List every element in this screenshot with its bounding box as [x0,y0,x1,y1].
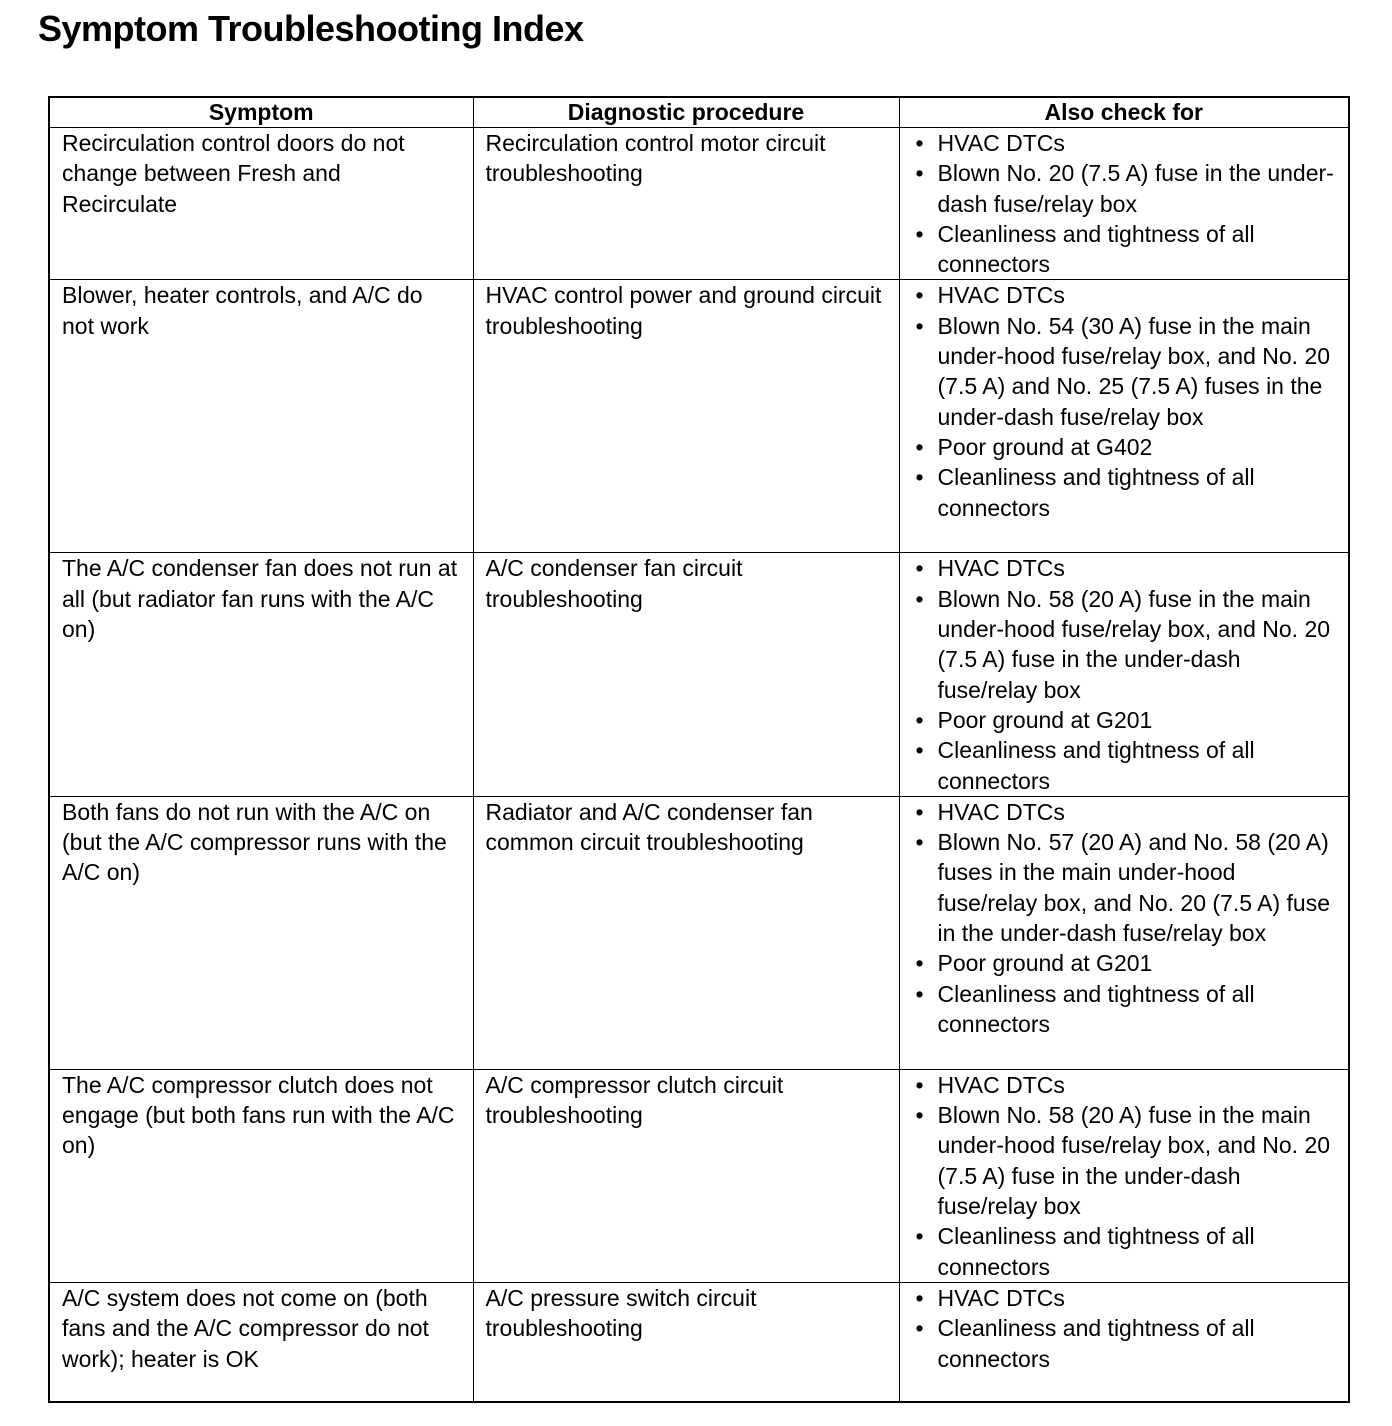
procedure-cell: Radiator and A/C condenser fan common circuit troubleshooting [473,796,899,1069]
check-item: • Poor ground at G201 [914,948,1337,978]
checks-cell [899,796,1349,1069]
check-item: • Cleanliness and tightness of all connectors [914,462,1337,523]
checks-cell [899,128,1349,280]
check-item: • Cleanliness and tightness of all connectors [914,979,1337,1040]
checks-cell [899,553,1349,796]
check-item: • HVAC DTCs [914,128,1337,158]
checks-cell [899,1069,1349,1282]
check-item: • Poor ground at G402 [914,432,1337,462]
check-item: • Blown No. 57 (20 A) and No. 58 (20 A) fuses in the main under-hood fuse/relay box, and No. 20 (7.5 A) fuse in the under-dash fuse/relay box [914,827,1337,948]
procedure-cell: Recirculation control motor circuit troubleshooting [473,128,899,280]
check-item: • HVAC DTCs [914,1283,1337,1313]
symptom-cell: Both fans do not run with the A/C on (but the A/C compressor runs with the A/C on) [49,796,473,1069]
table-row [49,796,1349,1069]
checks-cell [899,280,1349,553]
check-item: • HVAC DTCs [914,553,1337,583]
check-item: • Cleanliness and tightness of all connectors [914,1313,1337,1374]
check-item: • Cleanliness and tightness of all connectors [914,1221,1337,1282]
check-item: • Blown No. 58 (20 A) fuse in the main under-hood fuse/relay box, and No. 20 (7.5 A) fuse in the under-dash fuse/relay box [914,584,1337,705]
table-row [49,1282,1349,1402]
check-item: • HVAC DTCs [914,280,1337,310]
check-item: • Cleanliness and tightness of all connectors [914,219,1337,280]
symptom-cell: The A/C compressor clutch does not engage (but both fans run with the A/C on) [49,1069,473,1282]
table-row [49,1069,1349,1282]
symptom-cell: Recirculation control doors do not change between Fresh and Recirculate [49,128,473,280]
check-item: • Blown No. 20 (7.5 A) fuse in the under-dash fuse/relay box [914,158,1337,219]
table-row [49,128,1349,280]
table-row [49,280,1349,553]
symptom-cell: The A/C condenser fan does not run at all (but radiator fan runs with the A/C on) [49,553,473,796]
check-item: • Blown No. 54 (30 A) fuse in the main under-hood fuse/relay box, and No. 20 (7.5 A) and No. 25 (7.5 A) fuses in the under-dash fuse/relay box [914,311,1337,432]
check-item: • HVAC DTCs [914,1070,1337,1100]
procedure-cell: A/C condenser fan circuit troubleshooting [473,553,899,796]
check-item: • Blown No. 58 (20 A) fuse in the main under-hood fuse/relay box, and No. 20 (7.5 A) fuse in the under-dash fuse/relay box [914,1100,1337,1221]
check-item: • HVAC DTCs [914,797,1337,827]
procedure-cell: A/C pressure switch circuit troubleshooting [473,1282,899,1402]
header-also-check-for: Also check for [899,97,1349,128]
check-item: • Cleanliness and tightness of all connectors [914,735,1337,796]
checks-cell [899,1282,1349,1402]
symptom-cell: Blower, heater controls, and A/C do not work [49,280,473,553]
check-item: • Poor ground at G201 [914,705,1337,735]
symptom-cell: A/C system does not come on (both fans and the A/C compressor do not work); heater is OK [49,1282,473,1402]
header-diagnostic-procedure: Diagnostic procedure [473,97,899,128]
header-symptom: Symptom [49,97,473,128]
procedure-cell: A/C compressor clutch circuit troubleshooting [473,1069,899,1282]
table-row [49,553,1349,796]
procedure-cell: HVAC control power and ground circuit troubleshooting [473,280,899,553]
table-header-row [49,97,1349,128]
page-title: Symptom Troubleshooting Index [38,8,584,49]
symptom-troubleshooting-table [48,96,1350,1403]
